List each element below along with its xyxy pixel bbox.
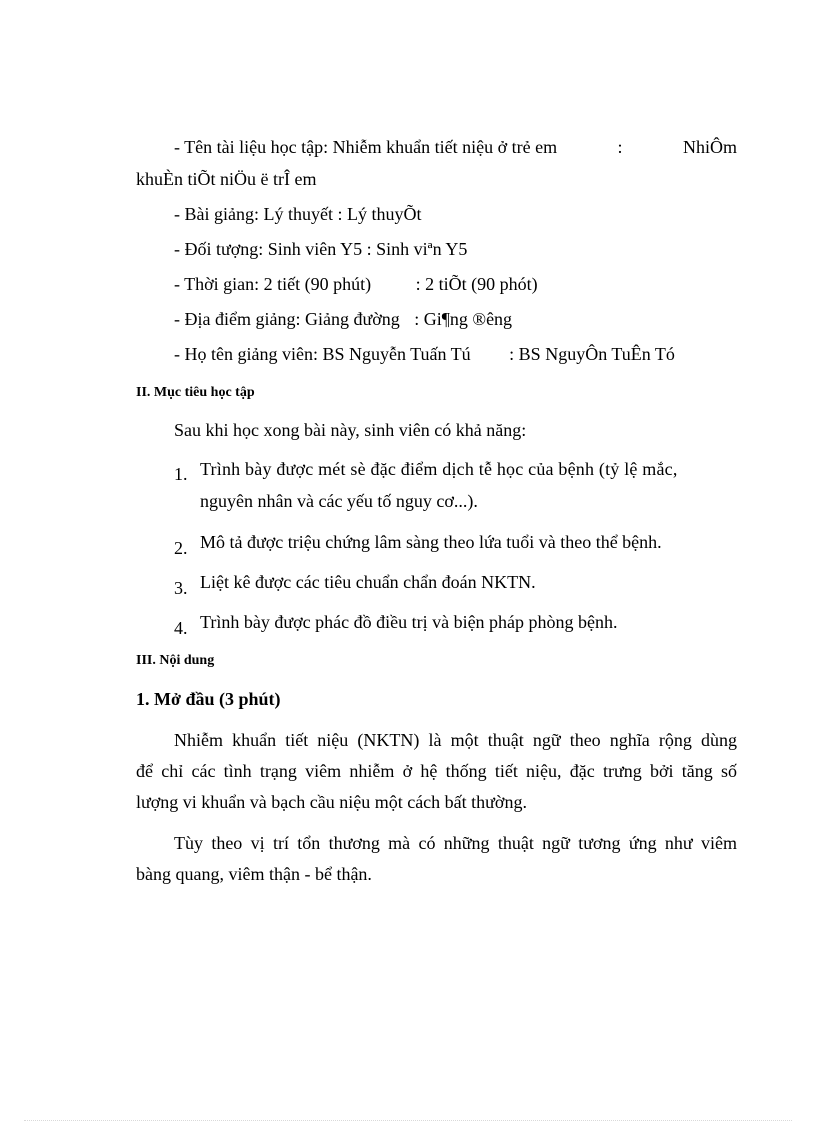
paragraph-1-line-3: lượng vi khuẩn và bạch cầu niệu một cách bất thường. (136, 792, 527, 812)
doc-name-encoded: NhiÔm (683, 137, 737, 157)
place-line (174, 307, 512, 331)
objective-item-3: Liệt kê được các tiêu chuẩn chẩn đoán NKTN. (200, 572, 536, 592)
subsection-heading-intro: 1. Mở đầu (3 phút) (136, 689, 281, 709)
objective-number: 3. (174, 578, 188, 598)
lecturer-label: - Họ tên giảng viên: BS Nguyễn Tuấn Tú (174, 344, 471, 364)
doc-name-line (174, 135, 737, 159)
objective-number: 4. (174, 618, 188, 638)
time-line (174, 272, 538, 296)
page-bottom-rule (24, 1120, 792, 1121)
paragraph-2-line-1: Tùy theo vị trí tổn thương mà có những thuật ngữ tương ứng như viêm (174, 833, 737, 853)
objective-item-1-line2: nguyên nhân và các yếu tố nguy cơ...). (200, 491, 478, 511)
lecturer-encoded: : BS NguyÔn TuÊn Tó (509, 344, 675, 364)
paragraph-2-line-2: bàng quang, viêm thận - bể thận. (136, 864, 372, 884)
section-heading-content: III. Nội dung (136, 653, 215, 668)
place-label: - Địa điểm giảng: Giảng đường (174, 309, 400, 329)
time-encoded: : 2 tiÕt (90 phót) (415, 274, 538, 294)
objective-text: Trình bày được mét sè đặc điểm dịch tễ học của bệnh (tỷ lệ mắc, (200, 459, 678, 479)
time-label: - Thời gian: 2 tiết (90 phút) (174, 274, 372, 294)
objectives-intro: Sau khi học xong bài này, sinh viên có khả năng: (174, 420, 527, 440)
doc-name-colon: : (617, 137, 623, 157)
lecturer-line (174, 342, 675, 366)
audience-line: - Đối tượng: Sinh viên Y5 : Sinh viªn Y5 (174, 239, 468, 259)
doc-name-label: - Tên tài liệu học tập: Nhiễm khuẩn tiết niệu ở trẻ em (174, 137, 558, 157)
objective-number: 1. (174, 464, 188, 484)
objective-item-2: Mô tả được triệu chứng lâm sàng theo lứa tuổi và theo thể bệnh. (200, 532, 662, 552)
lecture-line: - Bài giảng: Lý thuyết : Lý thuyÕt (174, 204, 422, 224)
place-encoded: : Gi¶ng ®êng (414, 309, 513, 329)
doc-name-continuation: khuÈn tiÕt niÖu ë trÎ em (136, 169, 317, 189)
paragraph-1-line-2: để chỉ các tình trạng viêm nhiễm ở hệ thống tiết niệu, đặc trưng bởi tăng số (136, 761, 737, 781)
objective-number: 2. (174, 538, 188, 558)
section-heading-objectives: II. Mục tiêu học tập (136, 385, 255, 400)
objective-item-4: Trình bày được phác đồ điều trị và biện pháp phòng bệnh. (200, 612, 618, 632)
objective-item-1-line1 (200, 457, 737, 481)
paragraph-1-line-1: Nhiễm khuẩn tiết niệu (NKTN) là một thuật ngữ theo nghĩa rộng dùng (174, 730, 737, 750)
